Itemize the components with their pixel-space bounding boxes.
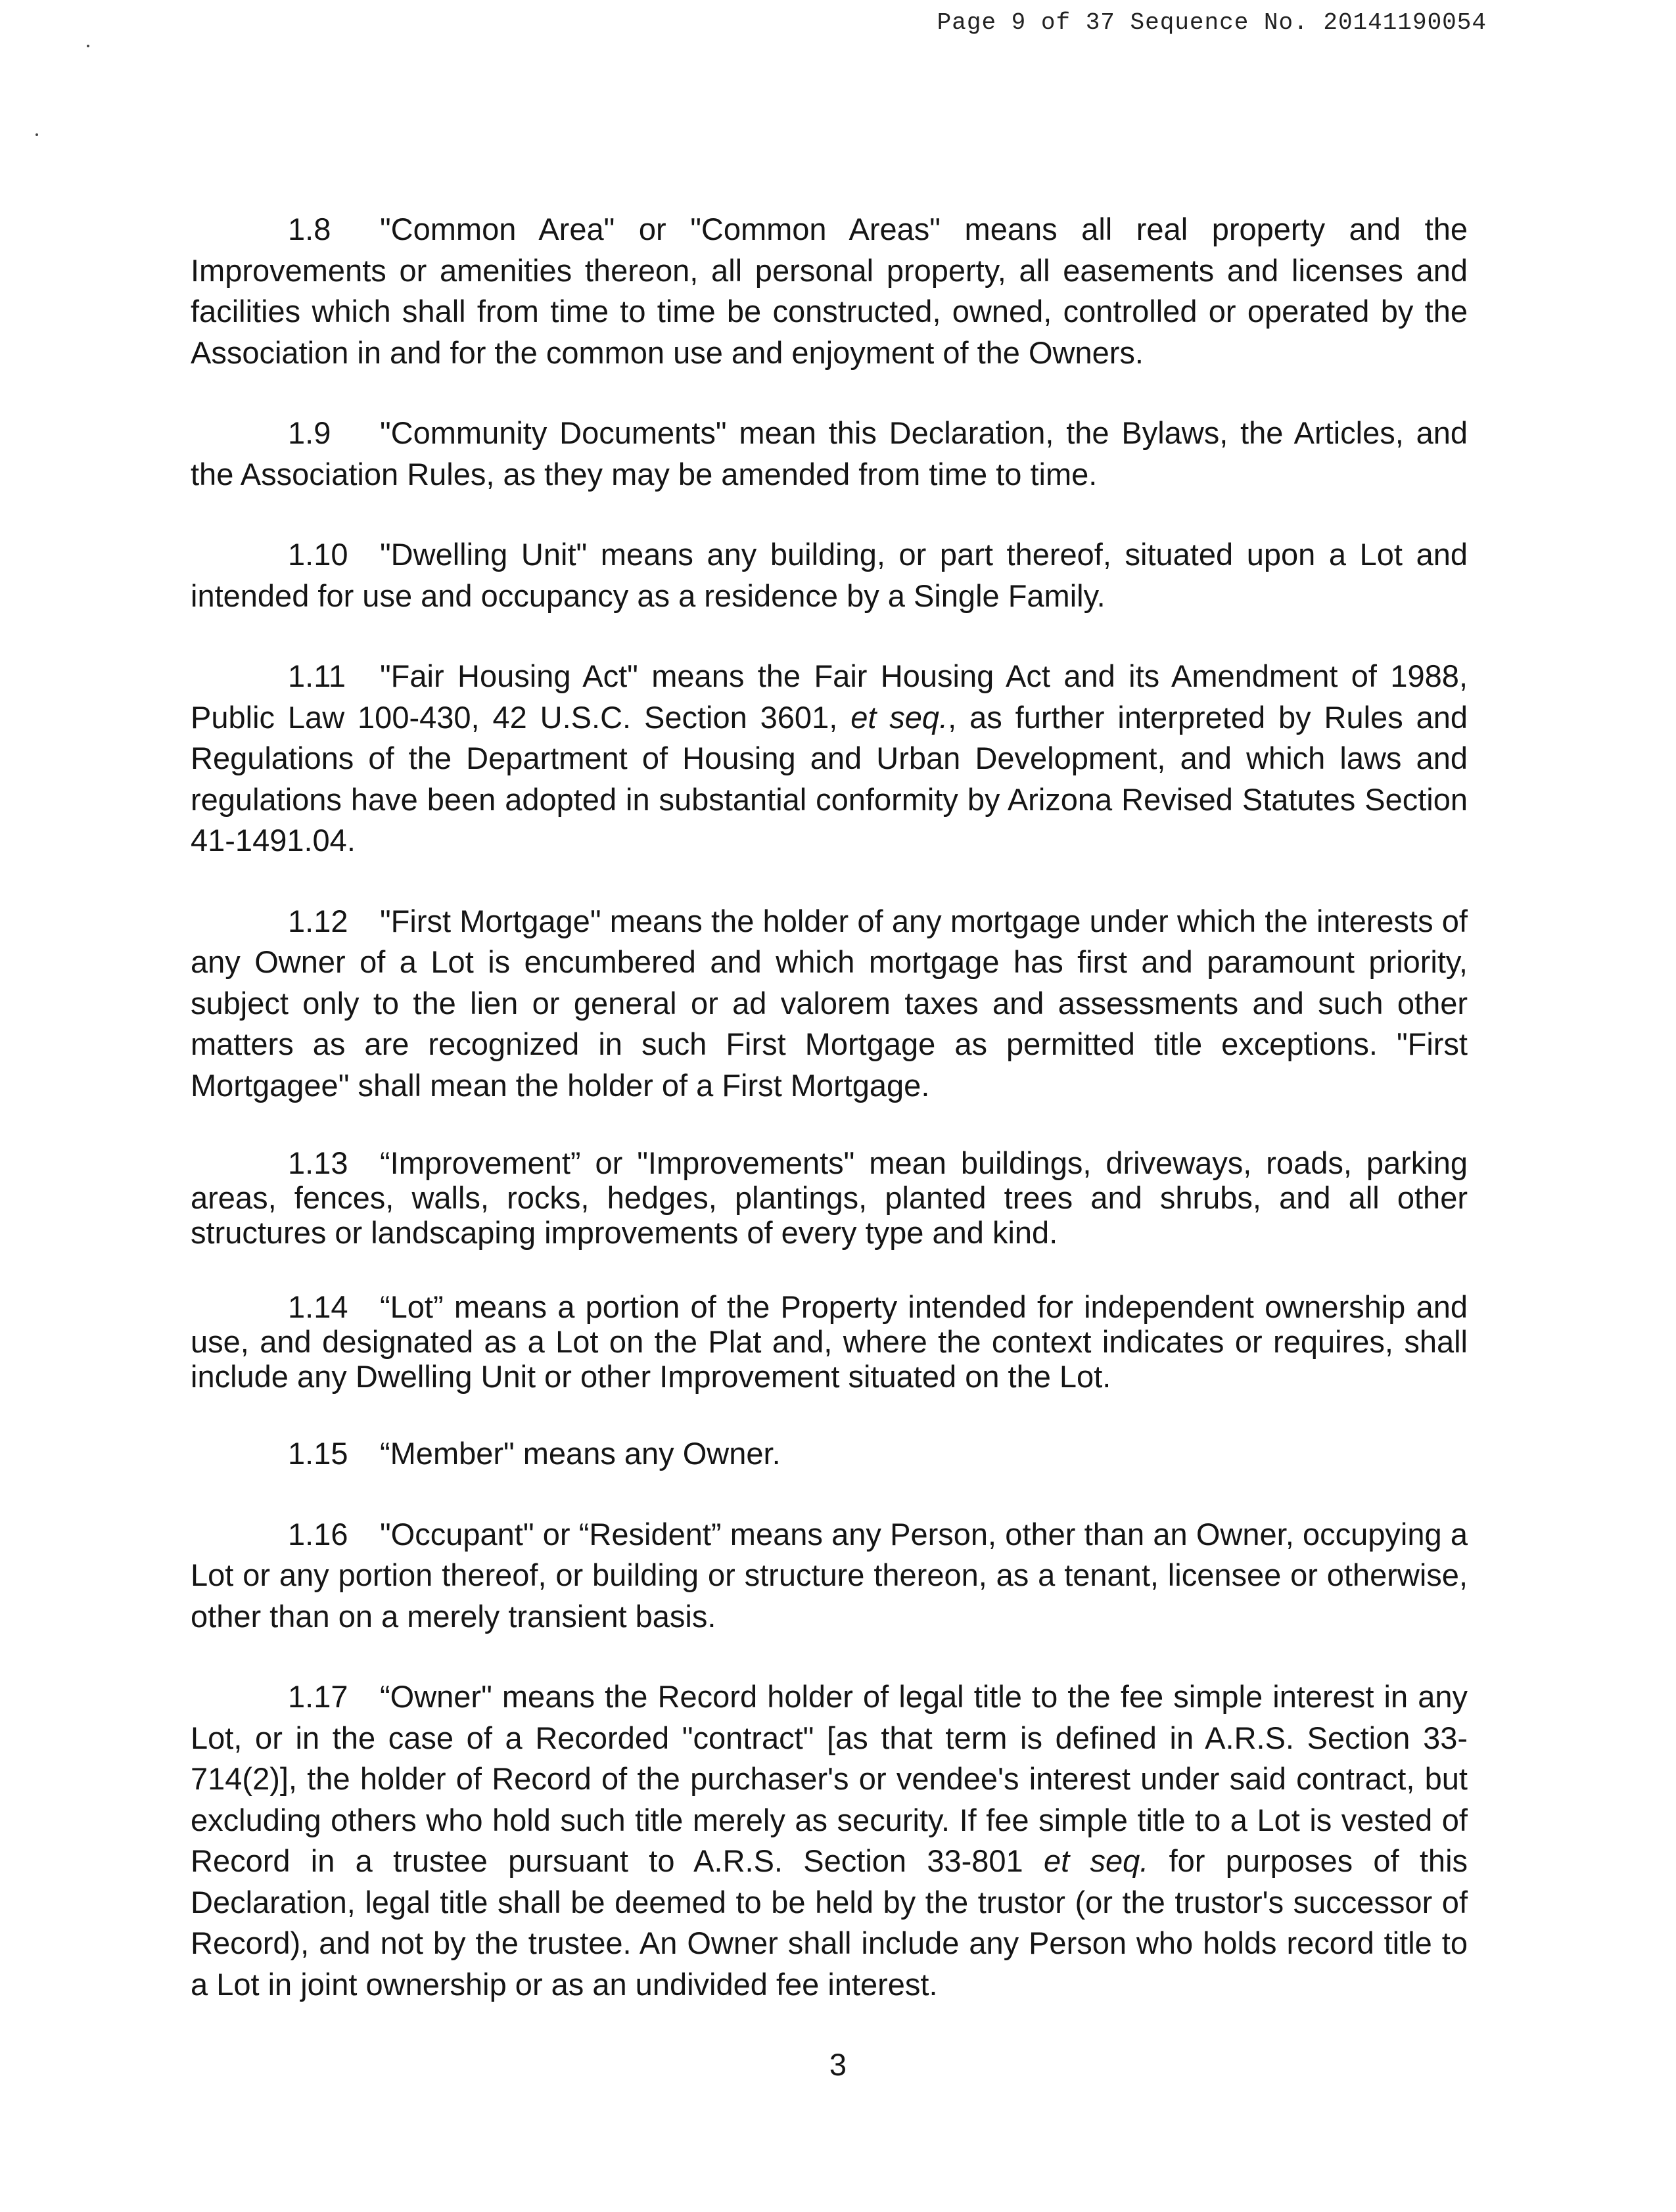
section-text: “Member" means any Owner. [380, 1436, 781, 1471]
section-text-italic: et seq. [1043, 1843, 1149, 1878]
section-number: 1.14 [288, 1289, 348, 1324]
section-number: 1.15 [288, 1436, 348, 1471]
section-1-8 [191, 209, 1468, 373]
section-text: "Dwelling Unit" means any building, or part thereof, situated upon a Lot and intended for use and occupancy as a residence by a Single Family. [191, 537, 1468, 613]
section-1-14 [191, 1289, 1468, 1394]
section-1-9 [191, 413, 1468, 495]
section-text: "Common Area" or "Common Areas" means all real property and the Improvements or amenities thereon, all personal property, all easements and licenses and facilities which shall from time to time be constructed, owned, controlled or operated by the Association in and for the common use and enjoyment of the Owners. [191, 212, 1468, 370]
page-sequence-header: Page 9 of 37 Sequence No. 20141190054 [937, 9, 1487, 36]
section-text: for purposes of this Declaration, legal title shall be deemed to be held by the trustor (or the trustor's successor of Record), and not by the trustee. An Owner shall include any Person who holds record title to a Lot in joint ownership or as an undivided fee interest. [191, 1843, 1468, 2002]
section-1-13 [191, 1145, 1468, 1250]
section-text: “Owner" means the Record holder of legal title to the fee simple interest in any Lot, or in the case of a Recorded "contract" [as that term is defined in A.R.S. Section 33-714(2)], the holder of Record of the purchaser's or vendee's interest under said contract, but excluding others who hold such title merely as security. If fee simple title to a Lot is vested of Record in a trustee pursuant to A.R.S. Section 33-801 [191, 1679, 1468, 1878]
section-number: 1.12 [288, 903, 348, 938]
section-1-16 [191, 1514, 1468, 1638]
section-text: , as further interpreted by Rules and Regulations of the Department of Housing and Urban Development, and which laws and regulations have been adopted in substantial conformity by Arizona Revised Statutes Section 41-1491.04. [191, 699, 1468, 858]
scan-speck [35, 133, 38, 136]
section-number: 1.9 [288, 415, 331, 450]
section-1-10 [191, 534, 1468, 616]
section-number: 1.11 [288, 658, 346, 693]
document-body [191, 209, 1468, 2005]
section-text: "First Mortgage" means the holder of any mortgage under which the interests of any Owner of a Lot is encumbered and which mortgage has first and paramount priority, subject only to the lien or general or ad valorem taxes and assessments and such other matters as are recognized in such First Mortgage as permitted title exceptions. "First Mortgagee" shall mean the holder of a First Mortgage. [191, 903, 1468, 1103]
section-text: “Lot” means a portion of the Property intended for independent ownership and use, and designated as a Lot on the Plat and, where the context indicates or requires, shall include any Dwelling Unit or other Improvement situated on the Lot. [191, 1289, 1468, 1394]
section-1-17 [191, 1676, 1468, 2005]
page-number: 3 [829, 2047, 847, 2082]
section-number: 1.17 [288, 1679, 348, 1714]
section-number: 1.16 [288, 1516, 348, 1552]
section-1-11 [191, 656, 1468, 862]
section-text: "Fair Housing Act" means the Fair Housing Act and its Amendment of 1988, Public Law 100-430, 42 U.S.C. Section 3601, [191, 658, 1468, 735]
section-text: "Community Documents" mean this Declaration, the Bylaws, the Articles, and the Association Rules, as they may be amended from time to time. [191, 415, 1468, 492]
section-number: 1.10 [288, 537, 348, 572]
section-number: 1.13 [288, 1145, 348, 1180]
section-text: "Occupant" or “Resident” means any Person, other than an Owner, occupying a Lot or any portion thereof, or building or structure thereon, as a tenant, licensee or otherwise, other than on a merely transient basis. [191, 1516, 1468, 1634]
section-number: 1.8 [288, 212, 331, 246]
section-1-12 [191, 901, 1468, 1107]
scan-speck [87, 45, 89, 47]
section-text-italic: et seq. [850, 699, 948, 735]
section-1-15 [191, 1433, 1468, 1475]
section-text: “Improvement” or "Improvements" mean buildings, driveways, roads, parking areas, fences, walls, rocks, hedges, plantings, planted trees and shrubs, and all other structures or landscaping improvements of every type and kind. [191, 1145, 1468, 1250]
